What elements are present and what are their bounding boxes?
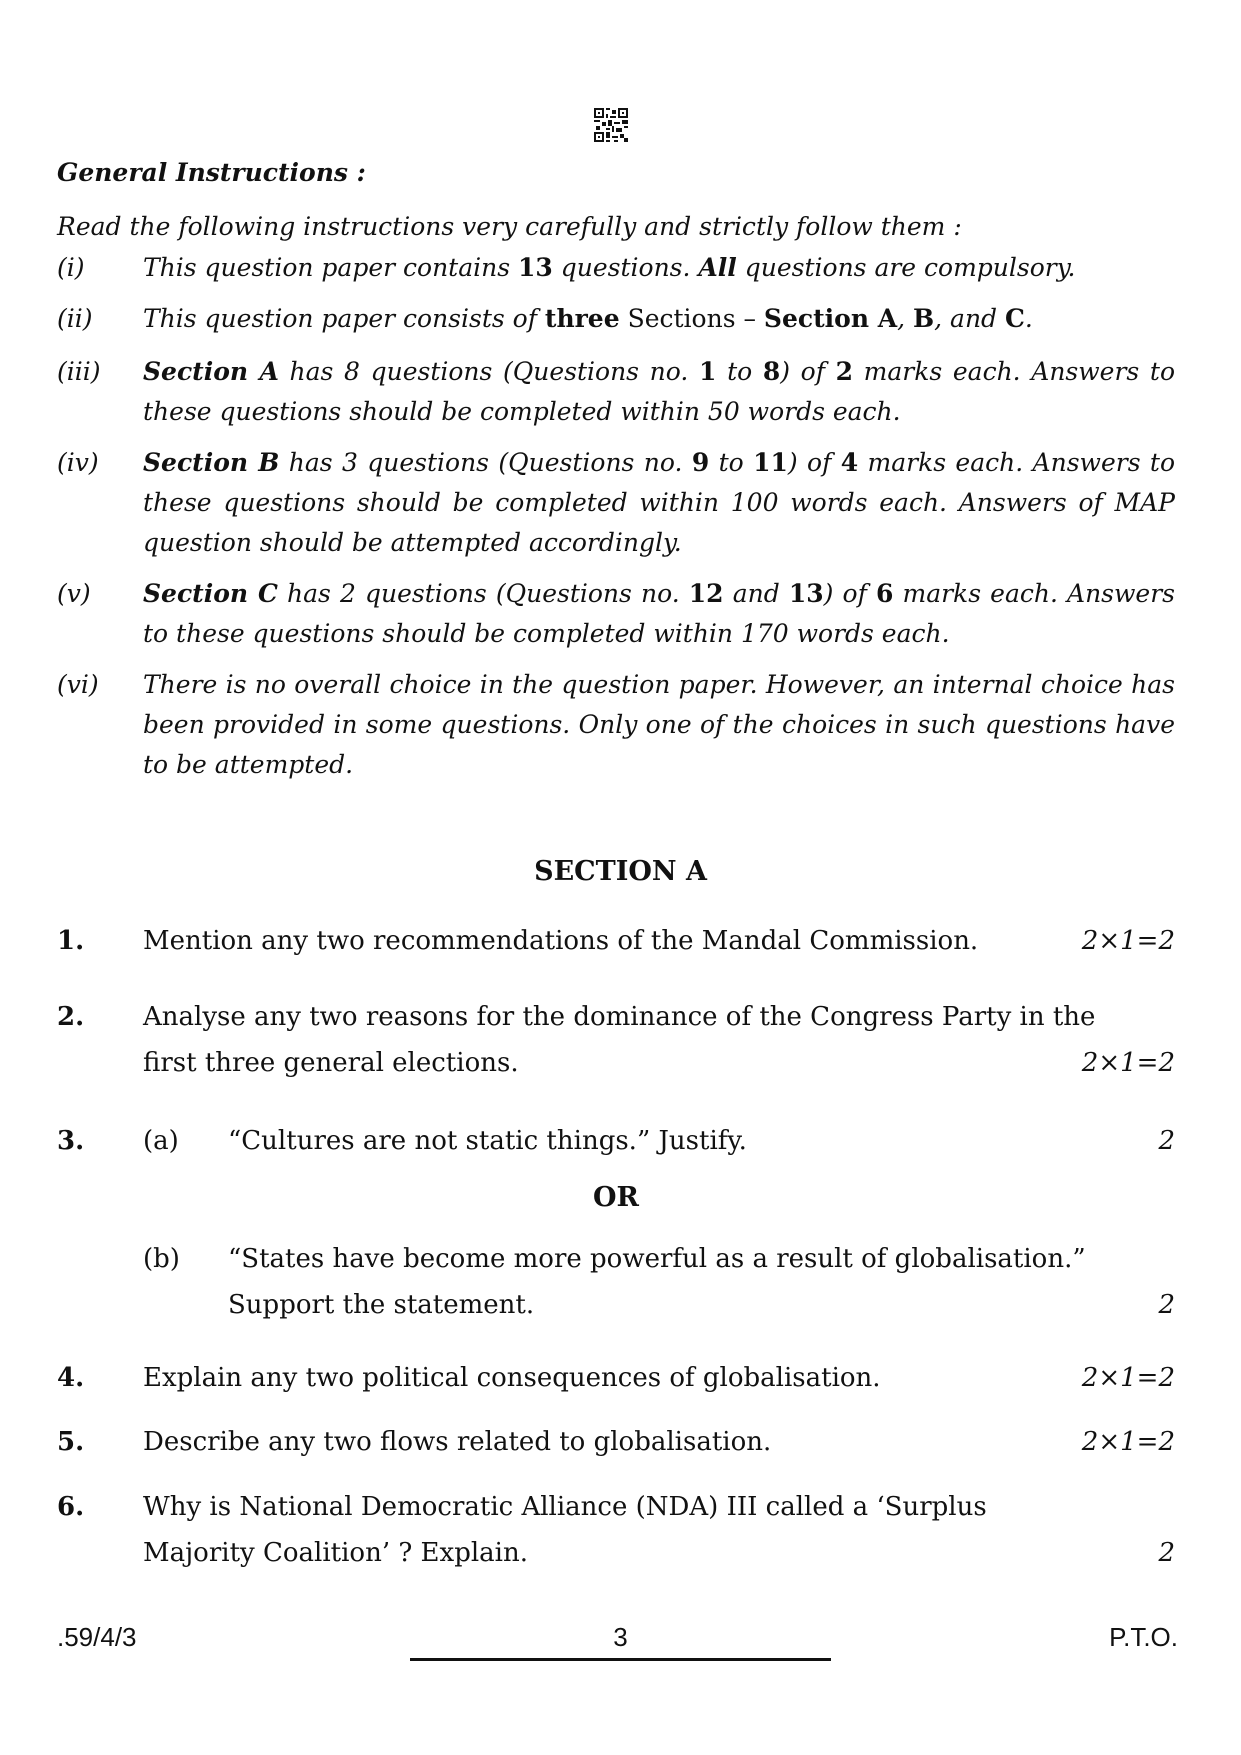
please-turn-over: P.T.O. xyxy=(1109,1622,1178,1652)
instruction-number: (iv) xyxy=(57,448,99,477)
question-number: 6. xyxy=(57,1492,85,1522)
question-text: Analyse any two reasons for the dominance of the Congress Party in the first three general elections. xyxy=(143,1002,1096,1078)
option-label: (a) xyxy=(143,1126,179,1156)
instruction-text: This question paper contains 13 questions. All questions are compulsory. xyxy=(143,253,1076,282)
question-number: 1. xyxy=(57,926,85,956)
instruction-text: Section B has 3 questions (Questions no. 9 to 11) of 4 marks each. Answers to these questions should be completed within 100 words each. Answers of MAP question should be attempted accordingly. xyxy=(143,448,1175,557)
general-instructions-title: General Instructions : xyxy=(57,158,366,187)
question-number: 2. xyxy=(57,1002,85,1032)
instruction-number: (i) xyxy=(57,253,85,282)
question-text: Why is National Democratic Alliance (NDA) III called a ‘Surplus Majority Coalition’ ? Explain. xyxy=(143,1492,987,1568)
option-label: (b) xyxy=(143,1244,180,1274)
instruction-number: (ii) xyxy=(57,304,93,333)
question-marks: 2×1=2 xyxy=(1081,1427,1175,1457)
section-a-title: SECTION A xyxy=(534,856,707,887)
option-text: “States have become more powerful as a result of globalisation.” Support the statement. xyxy=(228,1244,1086,1320)
question-number: 3. xyxy=(57,1126,85,1156)
question-text: Explain any two political consequences of globalisation. xyxy=(143,1363,881,1393)
instruction-text: This question paper consists of three Sections – Section A, B, and C. xyxy=(143,304,1033,333)
question-number: 5. xyxy=(57,1427,85,1457)
option-text: “Cultures are not static things.” Justify. xyxy=(228,1126,747,1156)
question-marks: 2 xyxy=(1158,1538,1175,1568)
instruction-text: There is no overall choice in the question paper. However, an internal choice has been provided in some questions. Only one of the choices in such questions have to be attempted. xyxy=(143,670,1175,779)
question-text: Mention any two recommendations of the Mandal Commission. xyxy=(143,926,979,956)
question-text: Describe any two flows related to globalisation. xyxy=(143,1427,772,1457)
instruction-text: Section A has 8 questions (Questions no. 1 to 8) of 2 marks each. Answers to these questions should be completed within 50 words each. xyxy=(143,357,1175,426)
general-instructions-intro: Read the following instructions very carefully and strictly follow them : xyxy=(57,212,962,241)
question-marks: 2 xyxy=(1158,1290,1175,1320)
or-separator: OR xyxy=(593,1182,639,1213)
instruction-number: (vi) xyxy=(57,670,99,699)
instruction-number: (v) xyxy=(57,579,91,608)
question-number: 4. xyxy=(57,1363,85,1393)
paper-code: .59/4/3 xyxy=(57,1622,137,1652)
qr-code-icon xyxy=(594,108,628,142)
question-marks: 2×1=2 xyxy=(1081,926,1175,956)
question-marks: 2 xyxy=(1158,1126,1175,1156)
instruction-text: Section C has 2 questions (Questions no. 12 and 13) of 6 marks each. Answers to these questions should be completed within 170 words each. xyxy=(143,579,1175,648)
footer-divider xyxy=(410,1658,831,1661)
question-marks: 2×1=2 xyxy=(1081,1363,1175,1393)
question-marks: 2×1=2 xyxy=(1081,1048,1175,1078)
page-number: 3 xyxy=(613,1622,628,1652)
instruction-number: (iii) xyxy=(57,357,101,386)
